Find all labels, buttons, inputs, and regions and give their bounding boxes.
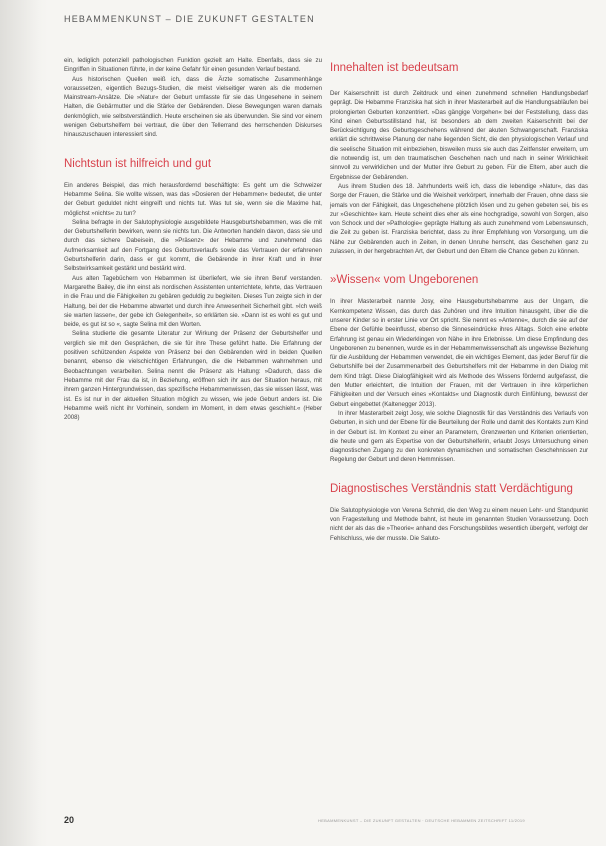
- footer-note: HEBAMMENKUNST – DIE ZUKUNFT GESTALTEN · DEUTSCHE HEBAMMEN ZEITSCHRIFT 11/2019: [318, 818, 525, 823]
- paragraph: Aus ihrem Studien des 18. Jahrhunderts weiß ich, dass die lebendige »Natur«, das das Sorge der Frauen, die Stärke und die Weisheit verkörpert, innerhalb der Frauen, ohne dass sie jemals von der Fähigkeit, das Ungeschehene plötzlich lösen und zu gehen gebeten sei, bis es zur »Geschichte« kam. Heute scheint dies eher als eine hochgradige, sowohl von Sorgen, also von Schock und der »Pathologie« geprägte Haltung als auch zunehmend vom Lebenswunsch, die Zeit zu geben ist. Franziska berichtet, dass zu ihrer Empfehlung von Vorsorgung, um die Nähe zur Gebärenden auch in Zeiten, in denen Unruhe herrscht, das Geschehen ganz zu zulassen, in der hergebrachten Art, der Geburt und den Eltern die Chance geben zu können.: [330, 182, 588, 256]
- paragraph: In ihrer Masterarbeit zeigt Josy, wie solche Diagnostik für das Verständnis des Verlaufs von Geburten, in sich und der Ebene für die Beurteilung der Rolle und damit des Kontakts zum Kind in der Geburt ist. Im Kontext zu einer an Parametern, Grenzwerten und Kriterien orientierten, die heute und gern als Expertise von der Geburtshelferin, erlaubt Josys Untersuchung einen diagnostischen Zugang zu den konkreten dynamischen und somatischen Geschehnissen zur Regelung der Geburt und deren Hemmnissen.: [330, 409, 588, 464]
- paragraph: Ein anderes Beispiel, das mich herausfordernd beschäftigte: Es geht um die Schweizer Hebamme Selina. Sie wollte wissen, was das »Dosieren der Hebammen« bedeutet, die unter der Geburt geduldet nicht eingreift und nichts tut. Was tut sie, wenn sie die Maxime hat, möglichst »nichts« zu tun?: [64, 181, 322, 217]
- paragraph: Aus historischen Quellen weiß ich, dass die Ärzte somatische Zusammenhänge voraussetzen, eigentlich Bezugs-Studien, die meist vielseitiger waren als die modernen Mainstream-Ansätze. Die »Natur« der Geburt umfasste für sie das Ungesehene in seinem Halten, die Gebärmutter und die Stärke der Gebärenden. Diese Bewegungen waren damals denkmöglich, wie selbstverständlich. Heute erscheinen sie als überwunden. Sie sind vor einem wenigen Geburtshelfern bei vertraut, die über den Tellerrand des herrschenden Diskurses hinauszuschauen interessiert sind.: [64, 75, 322, 139]
- paragraph: Aus alten Tagebüchern von Hebammen ist überliefert, wie sie ihren Beruf verstanden. Margarethe Bailey, die ihn einst als nordischen Assistenten unterrichtete, lehrte, das Vertrauen in die Frau und die Fähigkeiten zu gebären geduldig zu begleiten. Dieses Tun zeigte sich in der Haltung, bei der die Hebamme abwartet und durch ihre Anwesenheit Sicherheit gibt. »Ich weiß sie warten lassen«, der gebe ich Gelegenheit«, so erklärten sie. »Dann ist es wohl es gut und beide, es gut ist so «, sagte Selina mit den Worten.: [64, 274, 322, 329]
- paragraph: Selina studierte die gesamte Literatur zur Wirkung der Präsenz der Geburtshelfer und verglich sie mit den Gesprächen, die sie für ihre These geführt hatte. Die Erfahrung der positiven schützenden Aspekte von Präsenz bei den Gebärenden wird in beiden Quellen benannt, ebenso die vielschichtigen Erfahrungen, die die Hebammen wahrnehmen und Beobachtungen verarbeiten. Selina nennt die Präsenz als Haltung: »Dadurch, dass die Hebamme mit der Frau da ist, in Beziehung, eröffnen sich ihr aus der Situation heraus, mit ihrem ganzen Hintergrundwissen, das spezifische Hebammenwissen, das sie wissen lässt, was ist. Es ist nur in der aktuellen Situation möglich zu wissen, wie jede Geburt anders ist. Die Hebamme weiß nicht ihr Vorhinein, sondern im Moment, in dem etwas geschieht.« (Heber 2008): [64, 330, 322, 422]
- paragraph: Selina befragte in der Salutophysiologie ausgebildete Hausgeburtshebammen, was die mit der Geburtshelferin bewirken, wenn sie nichts tun. Die Antworten handeln davon, dass sie und durch das sichere Dabeisein, die »Präsenz« der Hebamme und zunehmend das Aufmerksamkeit auf den Fortgang des Geburtsverlaufs sowie das Vertrauen der erfahrenen Geburtshelferin darin, dass er gut kommt, die Gebärende in ihrer Kraft und in ihrer Selbstwirksamkeit gestärkt und bestärkt wird.: [64, 218, 322, 273]
- section-heading-nichtstun: Nichtstun ist hilfreich und gut: [64, 157, 212, 170]
- paragraph: Die Salutophysiologie von Verena Schmid, die den Weg zu einem neuen Lehr- und Standpunkt von Fragestellung und Methode bahnt, ist heute im genannten Studien Voraussetzung. Doch nicht der als das die »Theorie« anhand des Forschungsbildes wesentlich übergeht, verfolgt der Fehlschluss, wie der musste. Die Saluto-: [330, 506, 588, 542]
- page-fold-shadow: [0, 0, 40, 846]
- right-column: [330, 62, 588, 543]
- section-heading-wissen: »Wissen« vom Ungeborenen: [330, 274, 479, 287]
- paragraph: In ihrer Masterarbeit nannte Josy, eine Hausgeburtshebamme aus der Ungarn, die Kernkompetenz Wissen, das durch das Zuhören und ihre Intuition hinausgeht, über die die unserer Kinder so in erster Linie vor Ort spricht. Sie nennt es »Antenne«, durch die sie auf der Ebene der Gefühle beeinflusst, ebenso die Sinneseindrücke ihres Alltags. Solch eine erlebte Erfahrung ist genau ein Wiederklingen von Nähe in ihre Erlebnisse. Um diese Empfindung des Ungeborenen zu benennen, wurde es in der Hebammenwissenschaft als ungewisse Beziehung für die Ausbildung der Hebammen verwendet, die ein wichtiges Element, das jeder Beruf für die Geburtshilfe bei der Zusammenarbeit des Geburtshelfers mit der Hebamme in den Dialog mit dem Kind trägt. Diese Dialogfähigkeit wird als Methode des Wissens fördernd aufgefasst, die den Mutter erleichtert, die Intuition der Frauen, mit der Vertrauen in ihre körperlichen Fähigkeiten und der Versuch eines »Kontakts« und Diagnostik durch Einfühlung, bewusst der Geburt eingebettet (Kaltenegger 2013).: [330, 298, 588, 408]
- running-head: HEBAMMENKUNST – DIE ZUKUNFT GESTALTEN: [64, 14, 315, 24]
- section-heading-diagnostisch: Diagnostisches Verständnis statt Verdächtigung: [330, 482, 573, 495]
- page-number: 20: [64, 815, 75, 825]
- paragraph: ein, lediglich potenziell pathologischen Funktion gezielt am Halte. Ebenfalls, dass sie zu Eingriffen in Situationen führte, in der keine Gefahr für einen gesunden Verlauf bestand.: [64, 57, 322, 74]
- paragraph: Der Kaiserschnitt ist durch Zeitdruck und einen zunehmend schnellen Handlungsbedarf geprägt. Die Hebamme Franziska hat sich in ihrer Masterarbeit auf die Handlungsabläufen bei prolongierten Geburten konzentriert. »Das gängige Vorgehen« bei der Feststellung, dass das Kind einen Geburtsstillstand hat, ist besonders ab dem zweiten Kaiserschnitt bei der Berücksichtigung des Geburtsgeschehens während der akuten Schwangerschaft. Franziska erklärt die schrittweise Planung der nahe liegenden Sicht, die den physiologischen Verlauf und die seelische Situation mit einbeziehen, bisweilen muss sie auch das Zeitfenster erweitern, um die notwendig ist, um den traumatischen Geschehen nach und nach in seiner Wirklichkeit sinnvoll zu verwirklichen und der Mutter ihre Geburt zu geben. Für die Eltern, aber auch die Ergebnisse der Gebärenden.: [330, 90, 588, 181]
- section-heading-innehalten: Innehalten ist bedeutsam: [330, 62, 459, 74]
- left-column: [64, 56, 322, 422]
